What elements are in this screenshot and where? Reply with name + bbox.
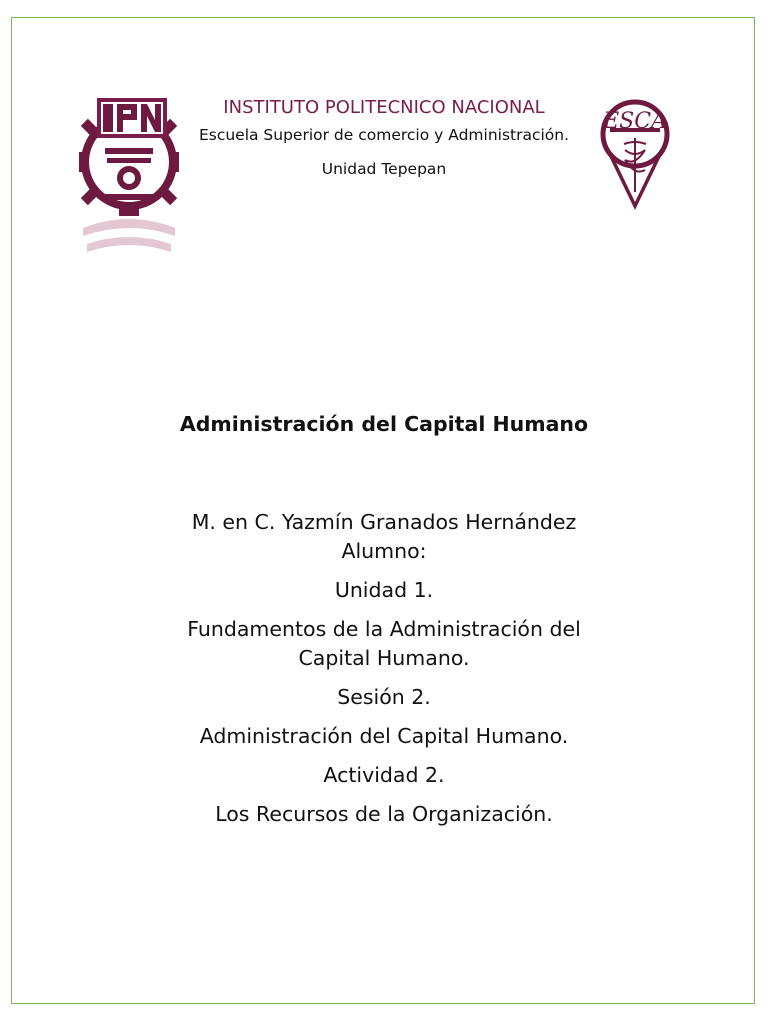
campus-unit: Unidad Tepepan [321, 160, 447, 178]
school-name: Escuela Superior de comercio y Administración. [198, 126, 570, 144]
header [190, 94, 578, 180]
session-number: Sesión 2. [337, 685, 431, 709]
activity-number: Actividad 2. [323, 763, 445, 787]
student-label: Alumno: [341, 539, 427, 563]
teacher-name: M. en C. Yazmín Granados Hernández [191, 510, 577, 534]
unit-number: Unidad 1. [334, 578, 434, 602]
cover-details [150, 508, 618, 839]
institution-name: INSTITUTO POLITECNICO NACIONAL [223, 97, 545, 118]
esca-logo-icon [580, 94, 690, 212]
activity-title: Los Recursos de la Organización. [215, 802, 553, 826]
subject-title: Administración del Capital Humano [179, 412, 589, 436]
session-title: Administración del Capital Humano. [199, 724, 569, 748]
unit-title: Fundamentos de la Administración del Capital Humano. [187, 617, 581, 670]
ipn-logo-icon [77, 92, 181, 258]
svg-text:ESCA: ESCA [603, 109, 667, 134]
